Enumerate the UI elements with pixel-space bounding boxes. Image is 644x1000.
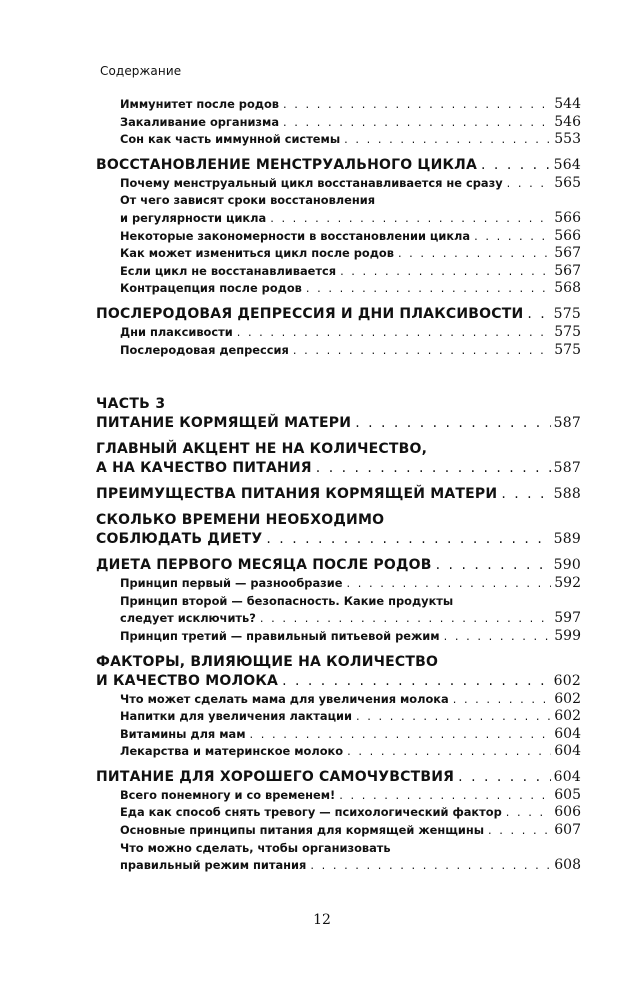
toc-entry[interactable] [96, 822, 581, 840]
toc-chapter-page: 602 [553, 672, 581, 689]
toc-chapter-page: 588 [553, 486, 581, 503]
dot-leader [436, 556, 551, 575]
toc-entry[interactable] [96, 726, 581, 744]
toc-entry-text: Как может измениться цикл после родов [120, 246, 394, 261]
toc-section [96, 485, 581, 504]
toc-entry[interactable] [96, 263, 581, 281]
dot-leader [501, 485, 550, 504]
toc-chapter-text: И КАЧЕСТВО МОЛОКА [96, 672, 279, 689]
toc-chapter[interactable] [96, 156, 581, 175]
toc-entry-page: 544 [554, 96, 581, 112]
toc-section [96, 653, 581, 761]
toc-entry-text: Принцип третий — правильный питьевой режим [120, 628, 440, 643]
toc-entry[interactable] [96, 575, 581, 593]
toc-chapter-text: А НА КАЧЕСТВО ПИТАНИЯ [96, 460, 312, 477]
toc-entry-text: Витамины для мам [120, 726, 246, 741]
toc-entry[interactable] [96, 96, 581, 114]
toc-entry[interactable] [96, 691, 581, 709]
toc-entry-page: 602 [554, 708, 581, 725]
toc-entry-page: 575 [554, 341, 581, 358]
toc-entry-text: Лекарства и материнское молоко [120, 744, 344, 759]
toc-chapter-text: ДИЕТА ПЕРВОГО МЕСЯЦА ПОСЛЕ РОДОВ [96, 557, 432, 574]
dot-leader [355, 414, 550, 433]
toc-chapter[interactable] [96, 768, 581, 787]
toc-entry[interactable] [96, 804, 581, 822]
toc-entry[interactable] [96, 324, 581, 342]
toc-entry-text: Почему менструальный цикл восстанавливается не сразу [120, 175, 503, 190]
toc-entry-text-line1: Что можно сделать, чтобы организовать [120, 840, 391, 855]
toc-entry-text: Контрацепция после родов [120, 281, 302, 296]
toc-section [96, 414, 581, 433]
toc-entry-page: 602 [554, 690, 581, 707]
toc-chapter-text: ПИТАНИЕ ДЛЯ ХОРОШЕГО САМОЧУВСТВИЯ [96, 768, 455, 785]
toc-entry-page: 606 [554, 804, 581, 821]
toc-entry[interactable] [96, 280, 581, 298]
toc-entry[interactable] [96, 342, 581, 360]
toc-entry-page: 605 [554, 786, 581, 803]
toc-entry[interactable] [96, 787, 581, 805]
toc-group-before [96, 96, 581, 359]
toc-section [96, 96, 581, 149]
toc-entry-page: 546 [554, 113, 581, 130]
dot-leader [347, 743, 551, 761]
toc-entry-page: 553 [554, 131, 581, 148]
toc-chapter-text: ПИТАНИЕ КОРМЯЩЕЙ МАТЕРИ [96, 415, 352, 432]
toc-entry-text: Некоторые закономерности в восстановлении цикла [120, 228, 471, 243]
dot-leader [306, 280, 551, 298]
dot-leader [527, 305, 550, 324]
toc-entry-page: 599 [554, 627, 581, 644]
toc-chapter-page: 575 [553, 305, 581, 322]
toc-section [96, 511, 581, 549]
dot-leader [340, 263, 551, 281]
toc-chapter-page: 564 [553, 156, 581, 173]
toc-chapter-text: СОБЛЮДАТЬ ДИЕТУ [96, 531, 263, 548]
toc-section [96, 156, 581, 298]
toc-chapter-page: 587 [553, 415, 581, 432]
toc-entry-page: 568 [554, 280, 581, 297]
toc-entry-page: 604 [554, 725, 581, 742]
toc-entry-page: 566 [554, 227, 581, 244]
dot-leader [481, 156, 551, 175]
toc-entry-text: Напитки для увеличения лактации [120, 709, 352, 724]
dot-leader [344, 131, 551, 149]
toc-section [96, 768, 581, 875]
dot-leader [270, 210, 551, 228]
toc-entry[interactable] [96, 245, 581, 263]
dot-leader [266, 530, 550, 549]
toc-entry-text: следует исключить? [120, 611, 256, 626]
toc-chapter-text-line1: ГЛАВНЫЙ АКЦЕНТ НЕ НА КОЛИЧЕСТВО, [96, 441, 428, 458]
table-of-contents [96, 96, 581, 882]
toc-section [96, 556, 581, 645]
dot-leader [474, 228, 551, 246]
toc-entry[interactable] [96, 228, 581, 246]
toc-entry-page: 604 [554, 743, 581, 760]
dot-leader [293, 342, 551, 360]
toc-chapter[interactable] [96, 485, 581, 504]
page-number: 12 [313, 912, 331, 928]
toc-entry-text: Послеродовая депрессия [120, 342, 289, 357]
dot-leader [310, 857, 551, 875]
toc-chapter[interactable] [96, 305, 581, 324]
dot-leader [339, 787, 551, 805]
toc-entry-page: 566 [554, 209, 581, 226]
toc-entry[interactable] [96, 628, 581, 646]
toc-entry[interactable] [96, 593, 581, 628]
toc-entry-text: Сон как часть иммунной системы [120, 132, 341, 147]
toc-entry-text: правильный режим питания [120, 858, 307, 873]
toc-entry-page: 607 [554, 822, 581, 839]
toc-entry-text: Закаливание организма [120, 114, 280, 129]
dot-leader [283, 114, 551, 132]
toc-entry-text: Основные принципы питания для кормящей женщины [120, 823, 484, 838]
toc-entry[interactable] [96, 708, 581, 726]
dot-leader [506, 804, 552, 822]
toc-chapter-page: 604 [553, 768, 581, 785]
toc-entry[interactable] [96, 131, 581, 149]
dot-leader [453, 691, 552, 709]
toc-entry-page: 597 [554, 610, 581, 627]
toc-entry-text-line1: От чего зависят сроки восстановления [120, 193, 376, 208]
part-heading: ЧАСТЬ 3 [96, 396, 166, 413]
toc-chapter[interactable] [96, 653, 581, 691]
toc-chapter-text: ПОСЛЕРОДОВАЯ ДЕПРЕССИЯ И ДНИ ПЛАКСИВОСТИ [96, 305, 524, 322]
toc-chapter[interactable] [96, 440, 581, 478]
dot-leader [260, 610, 551, 628]
toc-chapter-text-line1: ФАКТОРЫ, ВЛИЯЮЩИЕ НА КОЛИЧЕСТВО [96, 653, 439, 670]
toc-entry-text: Принцип первый — разнообразие [120, 576, 343, 591]
toc-chapter-page: 590 [553, 557, 581, 574]
toc-entry-text: Что может сделать мама для увеличения молока [120, 691, 449, 706]
toc-entry-page: 567 [554, 245, 581, 262]
dot-leader [316, 459, 551, 478]
toc-chapter[interactable] [96, 414, 581, 433]
toc-entry[interactable] [96, 114, 581, 132]
dot-leader [398, 245, 551, 263]
toc-chapter[interactable] [96, 511, 581, 549]
dot-leader [507, 175, 552, 193]
toc-chapter-page: 589 [553, 531, 581, 548]
toc-entry-text: Если цикл не восстанавливается [120, 263, 337, 278]
toc-chapter-text-line1: СКОЛЬКО ВРЕМЕНИ НЕОБХОДИМО [96, 512, 385, 529]
dot-leader [250, 726, 552, 744]
toc-entry-page: 567 [554, 262, 581, 279]
toc-entry-text: Дни плаксивости [120, 324, 233, 339]
toc-entry-text: и регулярности цикла [120, 210, 267, 225]
toc-entry-page: 565 [554, 174, 581, 191]
dot-leader [356, 708, 551, 726]
dot-leader [458, 768, 551, 787]
toc-entry[interactable] [96, 743, 581, 761]
toc-entry-page: 592 [554, 575, 581, 592]
toc-chapter-page: 587 [553, 460, 581, 477]
dot-leader [283, 96, 551, 114]
dot-leader [346, 575, 551, 593]
toc-group-after [96, 414, 581, 875]
toc-entry[interactable] [96, 175, 581, 193]
toc-entry-text: Еда как способ снять тревогу — психологический фактор [120, 805, 502, 820]
running-head: Содержание [100, 64, 182, 78]
toc-entry-text: Всего понемногу и со временем! [120, 787, 336, 802]
toc-section [96, 440, 581, 478]
dot-leader [237, 324, 552, 342]
toc-entry-text: Иммунитет после родов [120, 97, 280, 111]
toc-entry[interactable] [96, 192, 581, 227]
toc-chapter-text: ВОССТАНОВЛЕНИЕ МЕНСТРУАЛЬНОГО ЦИКЛА [96, 156, 478, 173]
toc-chapter[interactable] [96, 556, 581, 575]
toc-chapter-text: ПРЕИМУЩЕСТВА ПИТАНИЯ КОРМЯЩЕЙ МАТЕРИ [96, 486, 498, 503]
toc-entry-text-line1: Принцип второй — безопасность. Какие продукты [120, 593, 454, 608]
dot-leader [282, 672, 551, 691]
toc-entry[interactable] [96, 840, 581, 875]
dot-leader [444, 628, 552, 646]
toc-entry-page: 575 [554, 323, 581, 340]
toc-section [96, 305, 581, 359]
toc-entry-page: 608 [554, 857, 581, 874]
dot-leader [488, 822, 551, 840]
